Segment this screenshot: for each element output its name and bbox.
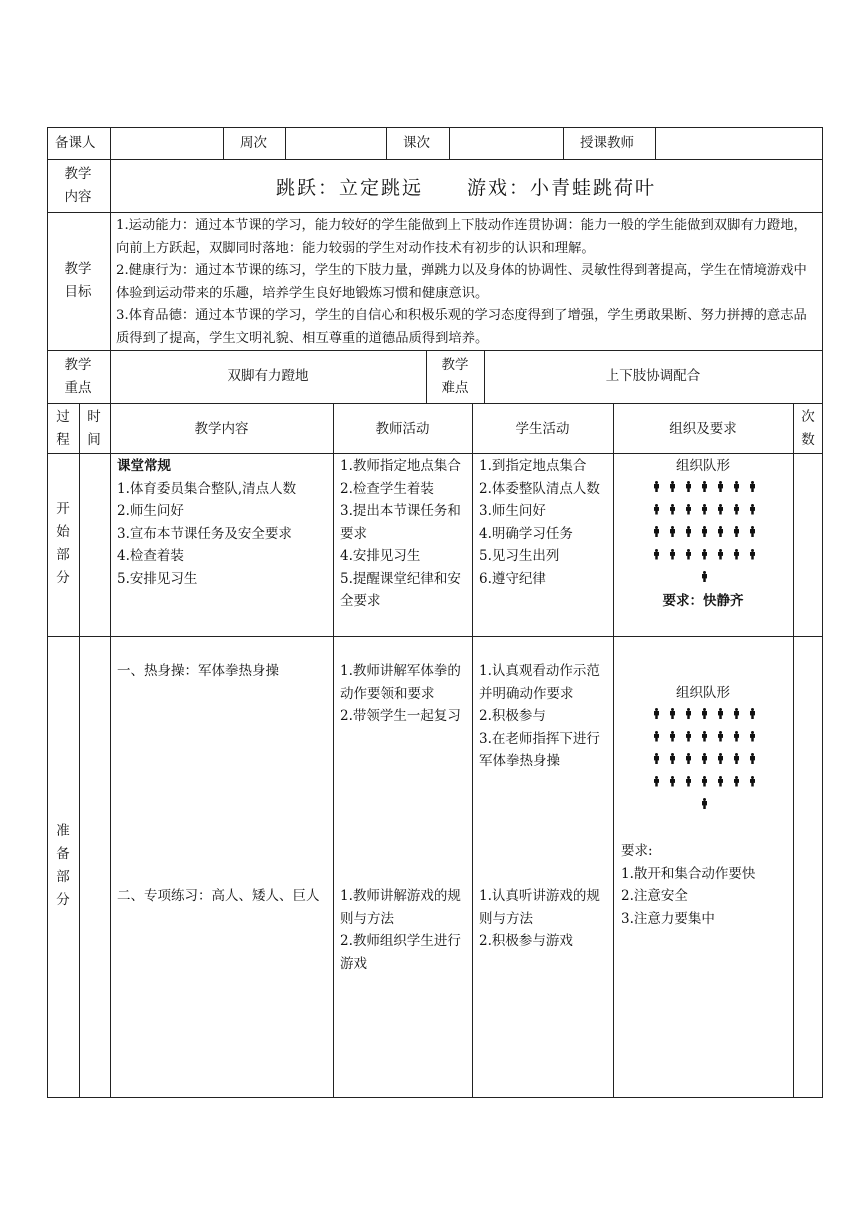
person-icon [686, 549, 691, 560]
list-item: 1.体育委员集合整队,清点人数 [117, 480, 297, 497]
person-icon [734, 504, 739, 515]
list-item: 5.提醒课堂纪律和安全要求 [340, 570, 461, 609]
person-icon [654, 549, 659, 560]
person-icon [702, 731, 707, 742]
list-item: 2.检查学生着装 [340, 480, 434, 497]
person-icon [702, 526, 707, 537]
start-requirement: 要求：快静齐 [662, 593, 744, 609]
start-org-title: 组织队形 [676, 458, 730, 474]
person-icon [654, 708, 659, 719]
special-content: 二、专项练习：高人、矮人、巨人 [117, 888, 320, 904]
list-item: 1.教师讲解军体拳的动作要领和要求 [340, 663, 461, 702]
list-item: 3.宣布本节课任务及安全要求 [117, 525, 292, 542]
warmup-student [479, 660, 611, 773]
col-student: 学生活动 [515, 421, 570, 437]
person-icon [686, 776, 691, 787]
col-organization: 组织及要求 [669, 421, 737, 437]
goal-item: 2.健康行为：通过本节课的练习，学生的下肢力量，弹跳力以及身体的协调性、灵敏性得到著提高，学生在情境游戏中体验到运动带来的乐趣，培养学生良好地锻炼习惯和健康意识。 [116, 263, 807, 301]
person-icon [654, 776, 659, 787]
list-item: 1.教师讲解游戏的规则与方法 [340, 888, 461, 927]
list-item: 1.散开和集合动作要快 [621, 865, 756, 882]
col-process: 过 程 [56, 409, 70, 448]
person-icon [686, 753, 691, 764]
person-icon [718, 549, 723, 560]
list-item: 4.安排见习生 [340, 548, 421, 564]
person-icon [718, 731, 723, 742]
person-icon [734, 549, 739, 560]
person-icon [686, 504, 691, 515]
list-item: 3.提出本节课任务和要求 [340, 503, 461, 542]
person-icon [702, 776, 707, 787]
list-item: 4.检查着装 [117, 548, 184, 564]
list-item: 5.见习生出列 [479, 548, 560, 564]
content-label: 教学 内容 [64, 166, 92, 205]
list-item: 3.注意力要集中 [621, 910, 715, 927]
key-point-label: 教学 重点 [64, 357, 92, 396]
warmup-teacher [340, 660, 470, 728]
person-icon [702, 549, 707, 560]
person-icon [718, 753, 723, 764]
list-item: 2.教师组织学生进行游戏 [340, 933, 461, 972]
person-icon [750, 776, 755, 787]
col-count: 次 数 [801, 409, 815, 448]
person-icon [734, 526, 739, 537]
prep-org-title: 组织队形 [676, 685, 730, 701]
col-content: 教学内容 [194, 421, 249, 437]
person-icon [718, 708, 723, 719]
goal-item: 3.体育品德：通过本节课的学习，学生的自信心和积极乐观的学习态度得到了增强，学生勇敢果断、努力拼搏的意志品质得到了提高，学生文明礼貌、相互尊重的道德品质得到培养。 [116, 308, 807, 346]
person-icon [718, 776, 723, 787]
special-teacher [340, 885, 470, 975]
col-teacher: 教师活动 [375, 421, 430, 437]
person-icon [702, 708, 707, 719]
lesson-label: 课次 [403, 135, 430, 151]
person-icon [734, 753, 739, 764]
person-icon [686, 731, 691, 742]
list-item: 1.教师指定地点集合 [340, 458, 461, 474]
person-icon [654, 481, 659, 492]
start-content [117, 455, 331, 590]
person-icon [686, 708, 691, 719]
preparer-label: 备课人 [55, 135, 96, 151]
list-item: 2.师生问好 [117, 503, 184, 519]
person-icon [654, 753, 659, 764]
list-item: 2.带领学生一起复习 [340, 708, 461, 724]
person-icon [702, 504, 707, 515]
person-icon [702, 481, 707, 492]
warmup-content: 一、热身操：军体拳热身操 [117, 663, 279, 679]
special-student [479, 885, 611, 953]
list-item: 2.注意安全 [621, 888, 688, 904]
list-item: 2.积极参与游戏 [479, 933, 573, 949]
list-item: 3.在老师指挥下进行军体拳热身操 [479, 730, 600, 769]
person-icon [718, 526, 723, 537]
start-teacher [340, 455, 470, 613]
difficult-point-value: 上下肢协调配合 [605, 368, 701, 384]
person-icon [686, 526, 691, 537]
person-icon [670, 504, 675, 515]
prep-section-label: 准 备 部 分 [56, 823, 70, 908]
goal-item: 1.运动能力：通过本节课的学习，能力较好的学生能做到上下肢动作连贯协调：能力一般的学生能做到双脚有力蹬地，向前上方跃起，双脚同时落地：能力较弱的学生对动作技术有初步的认识和理解。 [116, 218, 807, 256]
start-section-label: 开 始 部 分 [56, 501, 70, 586]
person-icon [670, 549, 675, 560]
difficult-point-label: 教学 难点 [441, 357, 469, 396]
person-icon [702, 571, 707, 582]
person-icon [670, 776, 675, 787]
game-topic: 游戏：小青蛙跳荷叶 [467, 176, 657, 199]
person-icon [750, 708, 755, 719]
list-item: 4.明确学习任务 [479, 525, 573, 542]
start-student [479, 455, 611, 590]
person-icon [670, 526, 675, 537]
list-item: 6.遵守纪律 [479, 570, 546, 587]
teacher-label: 授课教师 [580, 135, 634, 151]
person-icon [670, 708, 675, 719]
person-icon [702, 753, 707, 764]
person-icon [654, 526, 659, 537]
list-item: 1.到指定地点集合 [479, 458, 587, 474]
person-icon [750, 504, 755, 515]
person-icon [734, 731, 739, 742]
person-icon [686, 481, 691, 492]
lesson-title [110, 160, 822, 212]
col-time: 时 间 [87, 409, 101, 448]
person-icon [718, 504, 723, 515]
person-icon [750, 526, 755, 537]
person-icon [702, 798, 707, 809]
start-content-title: 课堂常规 [117, 458, 171, 474]
jump-topic: 跳跃：立定跳远 [275, 176, 423, 199]
person-icon [718, 481, 723, 492]
person-icon [670, 753, 675, 764]
list-item: 1.认真听讲游戏的规则与方法 [479, 888, 600, 927]
person-icon [750, 549, 755, 560]
person-icon [734, 708, 739, 719]
list-item: 2.积极参与 [479, 708, 546, 724]
list-item: 1.认真观看动作示范并明确动作要求 [479, 663, 600, 702]
person-icon [750, 731, 755, 742]
person-icon [670, 481, 675, 492]
list-item: 5.安排见习生 [117, 570, 198, 587]
prep-requirements [621, 840, 791, 930]
goals-text [116, 215, 816, 350]
person-icon [734, 776, 739, 787]
list-item: 2.体委整队清点人数 [479, 480, 600, 497]
list-item: 3.师生问好 [479, 503, 546, 519]
person-icon [654, 731, 659, 742]
week-label: 周次 [240, 135, 267, 151]
person-icon [750, 753, 755, 764]
goals-label: 教学 目标 [64, 261, 92, 300]
requirement-label: 要求: [621, 843, 653, 859]
person-icon [670, 731, 675, 742]
key-point-value: 双脚有力蹬地 [227, 368, 309, 384]
person-icon [734, 481, 739, 492]
person-icon [654, 504, 659, 515]
person-icon [750, 481, 755, 492]
